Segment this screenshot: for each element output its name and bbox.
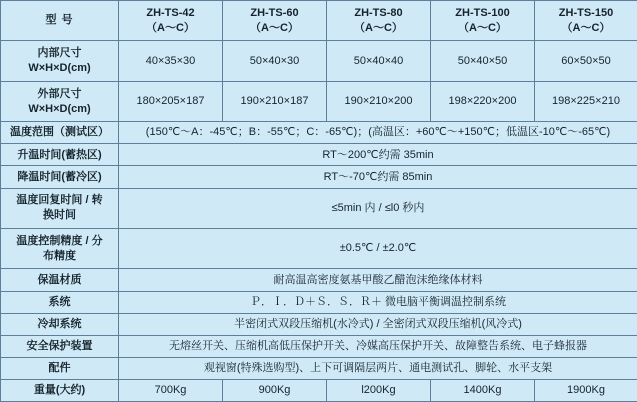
model-range-1: （A～C）	[146, 21, 195, 34]
row-label-system: 系统	[1, 291, 119, 313]
table-row-weight	[1, 379, 637, 401]
row-label-safety-devices: 安全保护装置	[1, 335, 119, 357]
table-row-system	[1, 291, 637, 313]
row-label-internal-dimension	[1, 41, 119, 81]
external-dimension-value-1: 180×205×187	[119, 81, 223, 121]
internal-dimension-value-1: 40×35×30	[119, 41, 223, 81]
insulation-material-value: 耐高温高密度氨基甲酸乙醋泡沫绝缘体材料	[119, 269, 637, 291]
table-row-internal-dimension	[1, 41, 637, 81]
weight-value-1: 700Kg	[119, 379, 223, 401]
table-row-cooling-time	[1, 166, 637, 188]
external-dimension-value-5: 198×225×210	[535, 81, 637, 121]
external-dimension-value-2: 190×210×187	[223, 81, 327, 121]
model-range-2: （A～C）	[250, 21, 299, 34]
table-row-temperature-range	[1, 122, 637, 144]
model-range-5: （A～C）	[561, 21, 611, 34]
row-label-temperature-range: 温度范围（测试区）	[1, 122, 119, 144]
heating-time-value: RT～200℃约需 35min	[119, 144, 637, 166]
model-name-1: ZH-TS-42	[146, 6, 195, 19]
recovery-time-label-line1: 温度回复时间 / 转	[16, 194, 103, 207]
model-cell-3	[327, 1, 431, 41]
row-label-external-dimension	[1, 81, 119, 121]
model-name-5: ZH-TS-150	[558, 6, 614, 19]
row-label-temperature-accuracy	[1, 228, 119, 268]
external-dimension-label-line2: W×H×D(cm)	[28, 102, 91, 115]
table-row-external-dimension	[1, 81, 637, 121]
table-row-recovery-time	[1, 188, 637, 228]
weight-value-5: 1900Kg	[535, 379, 637, 401]
table-row-accessories	[1, 357, 637, 379]
temperature-accuracy-label-line2: 布精度	[43, 249, 76, 262]
internal-dimension-value-5: 60×50×50	[535, 41, 637, 81]
cooling-system-value: 半密闭式双段压缩机(水冷式) / 全密闭式双段压缩机(风冷式)	[119, 313, 637, 335]
table-row-safety-devices	[1, 335, 637, 357]
internal-dimension-value-2: 50×40×30	[223, 41, 327, 81]
row-label-cooling-time: 降温时间(蓄冷区)	[1, 166, 119, 188]
model-cell-2	[223, 1, 327, 41]
table-row-heating-time	[1, 144, 637, 166]
temperature-accuracy-label-line1: 温度控制精度 / 分	[16, 234, 103, 247]
table-row-temperature-accuracy	[1, 228, 637, 268]
weight-value-3: l200Kg	[327, 379, 431, 401]
weight-value-4: 1400Kg	[431, 379, 535, 401]
internal-dimension-value-4: 50×40×50	[431, 41, 535, 81]
cooling-time-value: RT～-70℃约需 85min	[119, 166, 637, 188]
model-cell-5	[535, 1, 637, 41]
safety-devices-value: 无熔丝开关、压缩机高低压保护开关、冷媒高压保护开关、故障整告系统、电子蜂报器	[119, 335, 637, 357]
model-name-3: ZH-TS-80	[354, 6, 403, 19]
accessories-value: 观视窗(特殊选购型)、上下可调隔层两片、通电测试孔、脚轮、水平支架	[119, 357, 637, 379]
recovery-time-label-line2: 换时间	[43, 209, 76, 222]
row-label-weight: 重量(大约)	[1, 379, 119, 401]
model-name-2: ZH-TS-60	[250, 6, 299, 19]
temperature-range-value: (150℃～A：-45℃；B：-55℃；C：-65℃)；(高温区：+60℃～+150℃；低温区-10℃～-65℃)	[119, 122, 637, 144]
system-value: Ｐ．Ｉ．Ｄ＋Ｓ．Ｓ．Ｒ＋ 微电脑平衡调温控制系统	[119, 291, 637, 313]
external-dimension-value-4: 198×220×200	[431, 81, 535, 121]
external-dimension-value-3: 190×210×200	[327, 81, 431, 121]
internal-dimension-value-3: 50×40×40	[327, 41, 431, 81]
internal-dimension-label-line1: 内部尺寸	[37, 47, 82, 60]
row-label-recovery-time	[1, 188, 119, 228]
model-range-3: （A～C）	[354, 21, 403, 34]
row-label-cooling-system: 冷却系统	[1, 313, 119, 335]
model-cell-1	[119, 1, 223, 41]
table-row-header	[1, 1, 637, 41]
internal-dimension-label-line2: W×H×D(cm)	[28, 62, 91, 75]
model-cell-4	[431, 1, 535, 41]
table-row-insulation-material	[1, 269, 637, 291]
weight-value-2: 900Kg	[223, 379, 327, 401]
recovery-time-value: ≤5min 内 / ≤l0 秒内	[119, 188, 637, 228]
model-range-4: （A～C）	[458, 21, 507, 34]
header-row-label: 型 号	[1, 1, 119, 41]
row-label-heating-time: 升温时间(蓄热区)	[1, 144, 119, 166]
temperature-accuracy-value: ±0.5℃ / ±2.0℃	[119, 228, 637, 268]
external-dimension-label-line1: 外部尺寸	[37, 87, 82, 100]
model-name-4: ZH-TS-100	[455, 6, 510, 19]
table-row-cooling-system	[1, 313, 637, 335]
row-label-insulation-material: 保温材质	[1, 269, 119, 291]
row-label-accessories: 配件	[1, 357, 119, 379]
